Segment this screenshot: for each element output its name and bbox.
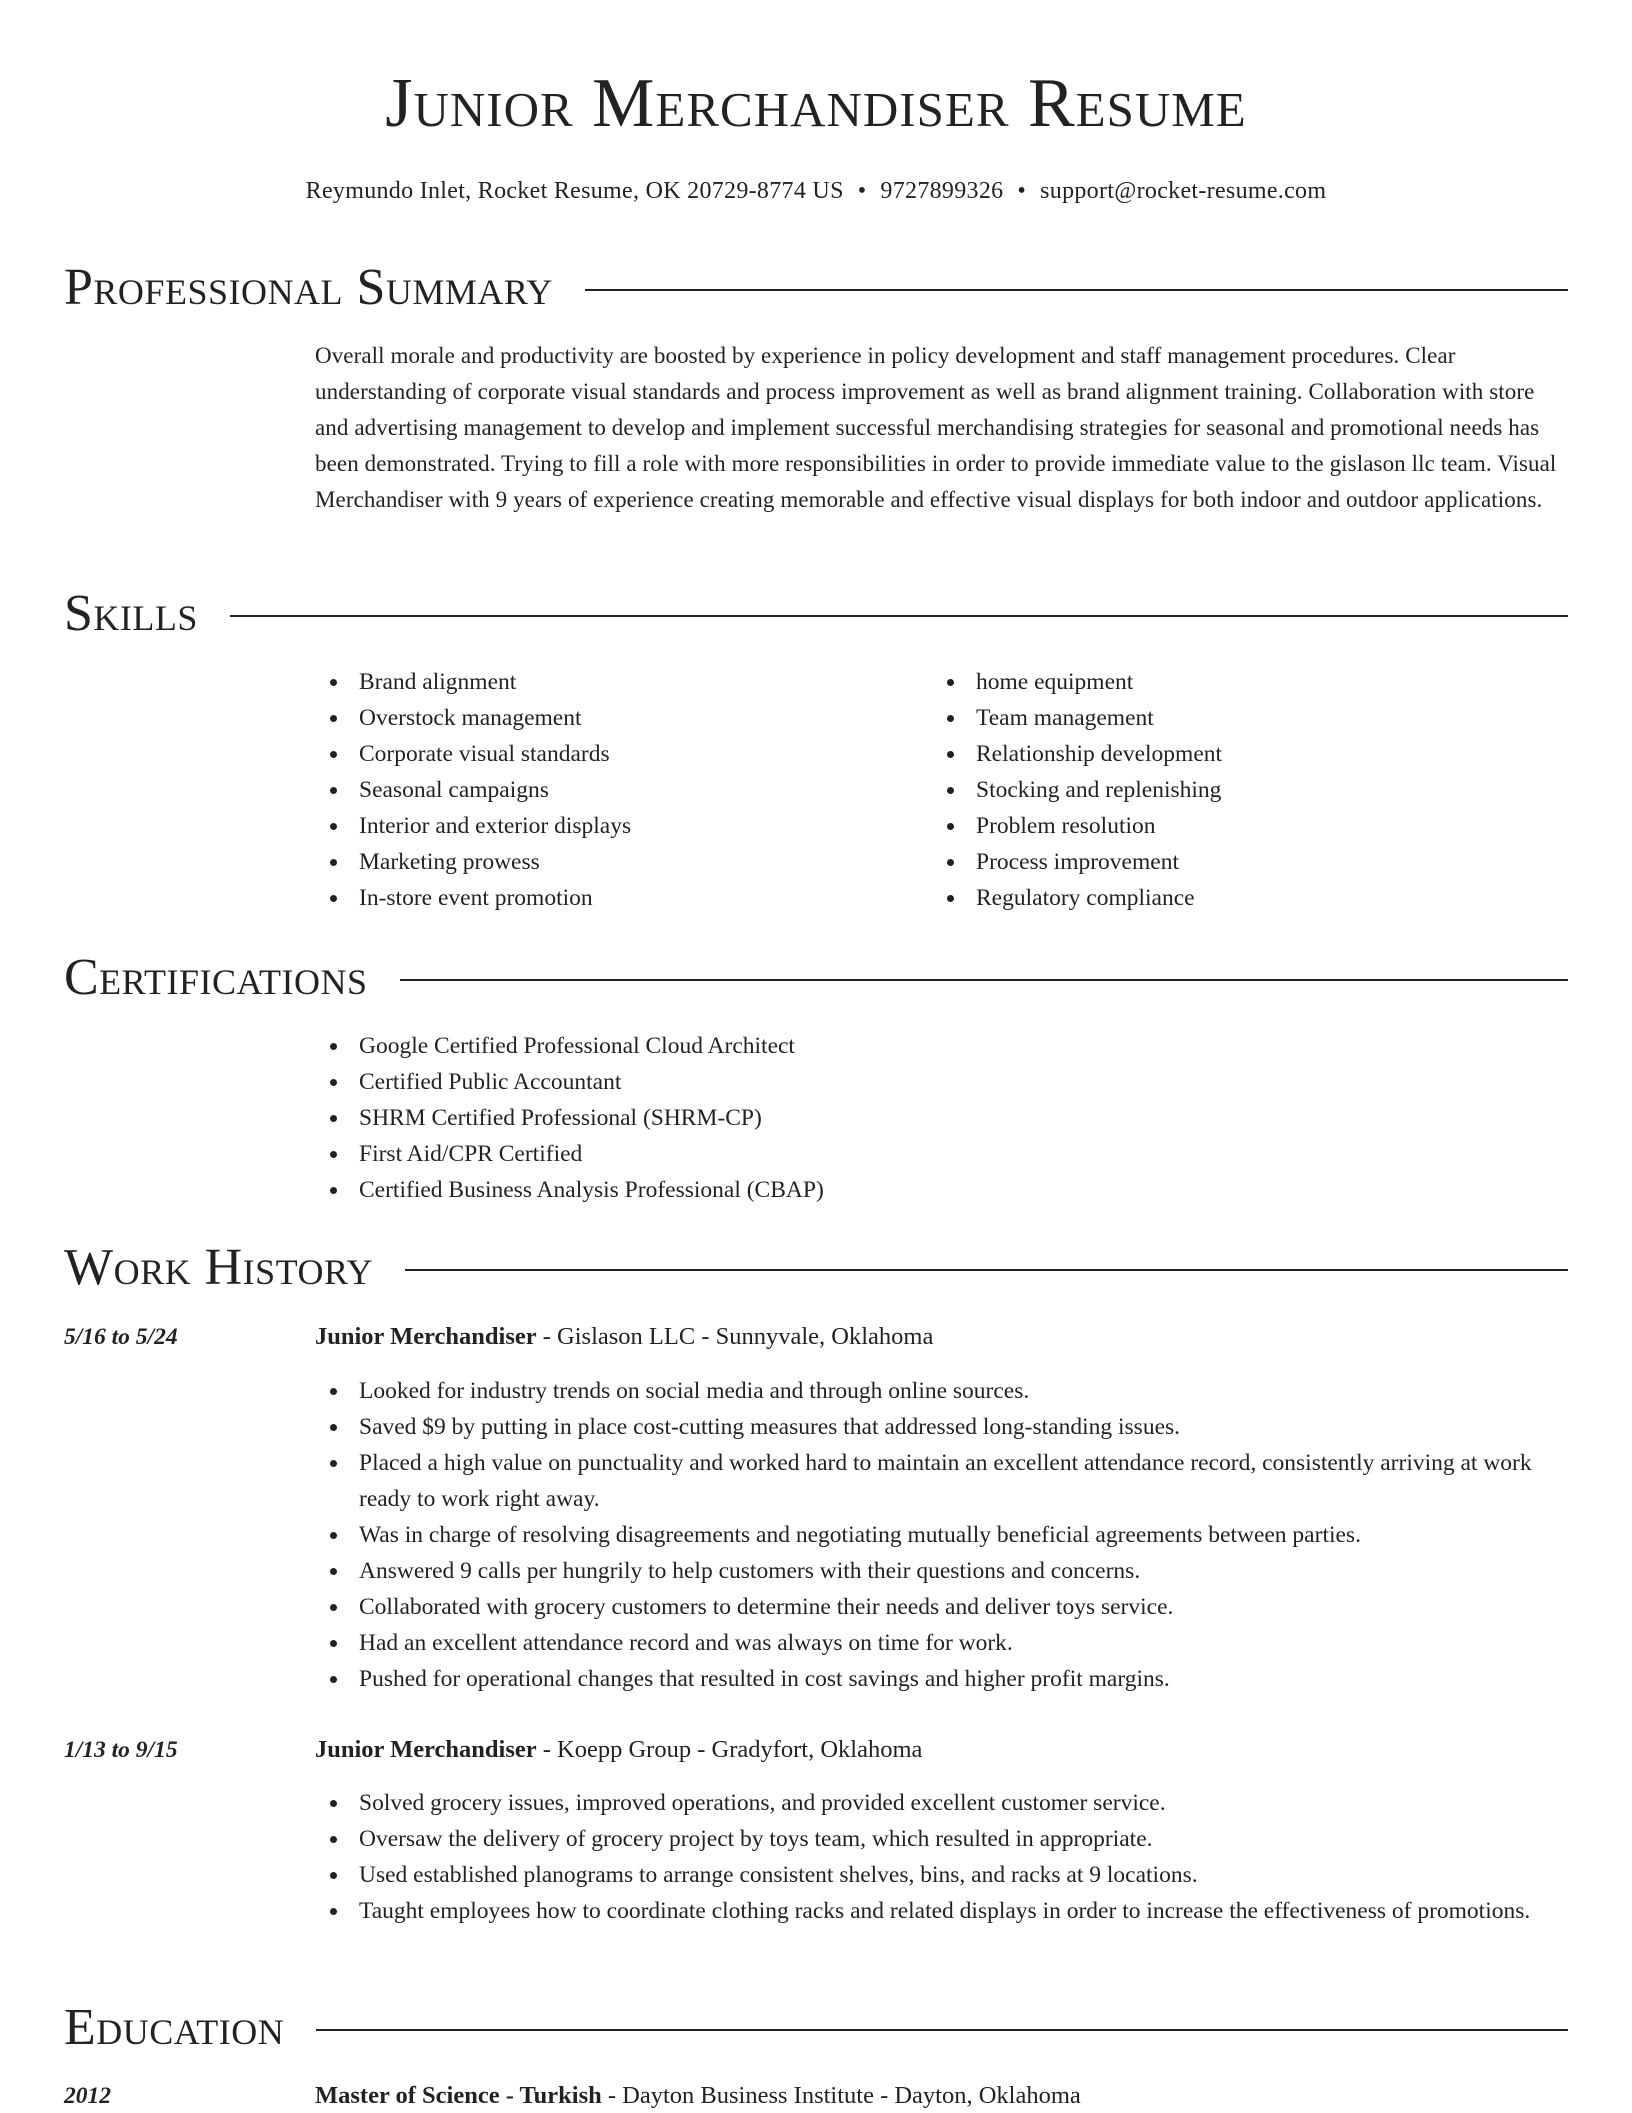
skill-item: Regulatory compliance [932, 880, 1532, 916]
section-professional-summary [64, 256, 1568, 320]
skill-item: Relationship development [932, 736, 1532, 772]
job-dates: 1/13 to 9/15 [64, 1737, 178, 1763]
section-title: Professional Summary [64, 259, 553, 316]
skill-item: Overstock management [315, 700, 915, 736]
section-divider [400, 979, 1568, 981]
section-title: Work History [64, 1239, 374, 1296]
skill-item: Marketing prowess [315, 844, 915, 880]
skill-item: Team management [932, 700, 1532, 736]
education-header [315, 2079, 1573, 2113]
contact-address: Reymundo Inlet, Rocket Resume, OK 20729-8774 US [305, 178, 844, 204]
job-duty-item: Used established planograms to arrange consistent shelves, bins, and racks at 9 locations. [315, 1857, 1573, 1893]
job-duty-item: Placed a high value on punctuality and worked hard to maintain an excellent attendance record, consistently arriving at work ready to work right away. [315, 1445, 1573, 1517]
section-divider [585, 289, 1568, 291]
job-duty-item: Saved $9 by putting in place cost-cutting measures that addressed long-standing issues. [315, 1409, 1573, 1445]
section-divider [405, 1269, 1568, 1271]
skill-item: In-store event promotion [315, 880, 915, 916]
skill-item: Brand alignment [315, 664, 915, 700]
section-divider [316, 2029, 1568, 2031]
job-duty-item: Was in charge of resolving disagreements and negotiating mutually beneficial agreements between parties. [315, 1517, 1573, 1553]
contact-line [0, 174, 1632, 208]
section-title: Skills [64, 585, 198, 642]
job-role: Junior Merchandiser [315, 1323, 537, 1350]
contact-email: support@rocket-resume.com [1040, 178, 1327, 204]
job-duties-list [315, 1785, 1573, 1929]
job-dates: 5/16 to 5/24 [64, 1324, 178, 1350]
skill-item: Problem resolution [932, 808, 1532, 844]
skill-item: Stocking and replenishing [932, 772, 1532, 808]
education-year: 2012 [64, 2083, 111, 2109]
skill-item: Process improvement [932, 844, 1532, 880]
contact-phone: 9727899326 [880, 178, 1004, 204]
job-duty-item: Oversaw the delivery of grocery project by toys team, which resulted in appropriate. [315, 1821, 1573, 1857]
job-role: Junior Merchandiser [315, 1736, 537, 1763]
section-education [64, 1996, 1568, 2060]
job-duty-item: Had an excellent attendance record and was always on time for work. [315, 1625, 1573, 1661]
section-divider [230, 615, 1568, 617]
section-skills [64, 582, 1568, 646]
resume-title: Junior Merchandiser Resume [385, 65, 1247, 142]
job-duty-item: Solved grocery issues, improved operations, and provided excellent customer service. [315, 1785, 1573, 1821]
contact-separator: • [1017, 178, 1027, 204]
job-duty-item: Looked for industry trends on social media and through online sources. [315, 1373, 1573, 1409]
section-title: Education [64, 1999, 285, 2056]
certification-item: SHRM Certified Professional (SHRM-CP) [315, 1100, 1415, 1136]
skill-item: Seasonal campaigns [315, 772, 915, 808]
summary-text: Overall morale and productivity are boosted by experience in policy development and staff management procedures. Clear understanding of corporate visual standards and process improvement as well as brand alignment training. Collaboration with store and advertising management to develop and implement successful merchandising strategies for seasonal and promotional needs has been demonstrated. Trying to fill a role with more responsibilities in order to provide immediate value to the gislason llc team. Visual Merchandiser with 9 years of experience creating memorable and effective visual displays for both indoor and outdoor applications. [315, 343, 1557, 512]
section-work-history [64, 1236, 1568, 1300]
skills-list-left [315, 664, 915, 916]
job-duties-list [315, 1373, 1573, 1697]
job-duty-item: Pushed for operational changes that resulted in cost savings and higher profit margins. [315, 1661, 1573, 1697]
skill-item: Corporate visual standards [315, 736, 915, 772]
skill-item: home equipment [932, 664, 1532, 700]
section-title: Certifications [64, 949, 368, 1006]
skill-item: Interior and exterior displays [315, 808, 915, 844]
certification-item: Google Certified Professional Cloud Architect [315, 1028, 1415, 1064]
contact-separator: • [857, 178, 867, 204]
certification-item: Certified Business Analysis Professional (CBAP) [315, 1172, 1415, 1208]
education-details: - Dayton Business Institute - Dayton, Oklahoma [601, 2082, 1081, 2109]
certifications-list [315, 1028, 1415, 1208]
job-duty-item: Collaborated with grocery customers to determine their needs and deliver toys service. [315, 1589, 1573, 1625]
section-certifications [64, 946, 1568, 1010]
job-header [315, 1320, 1573, 1354]
education-degree: Master of Science - Turkish [315, 2082, 602, 2109]
certification-item: First Aid/CPR Certified [315, 1136, 1415, 1172]
certification-item: Certified Public Accountant [315, 1064, 1415, 1100]
job-details: - Gislason LLC - Sunnyvale, Oklahoma [536, 1323, 934, 1350]
job-details: - Koepp Group - Gradyfort, Oklahoma [536, 1736, 923, 1763]
job-duty-item: Answered 9 calls per hungrily to help customers with their questions and concerns. [315, 1553, 1573, 1589]
skills-list-right [932, 664, 1532, 916]
job-duty-item: Taught employees how to coordinate clothing racks and related displays in order to increase the effectiveness of promotions. [315, 1893, 1573, 1929]
job-header [315, 1733, 1573, 1767]
